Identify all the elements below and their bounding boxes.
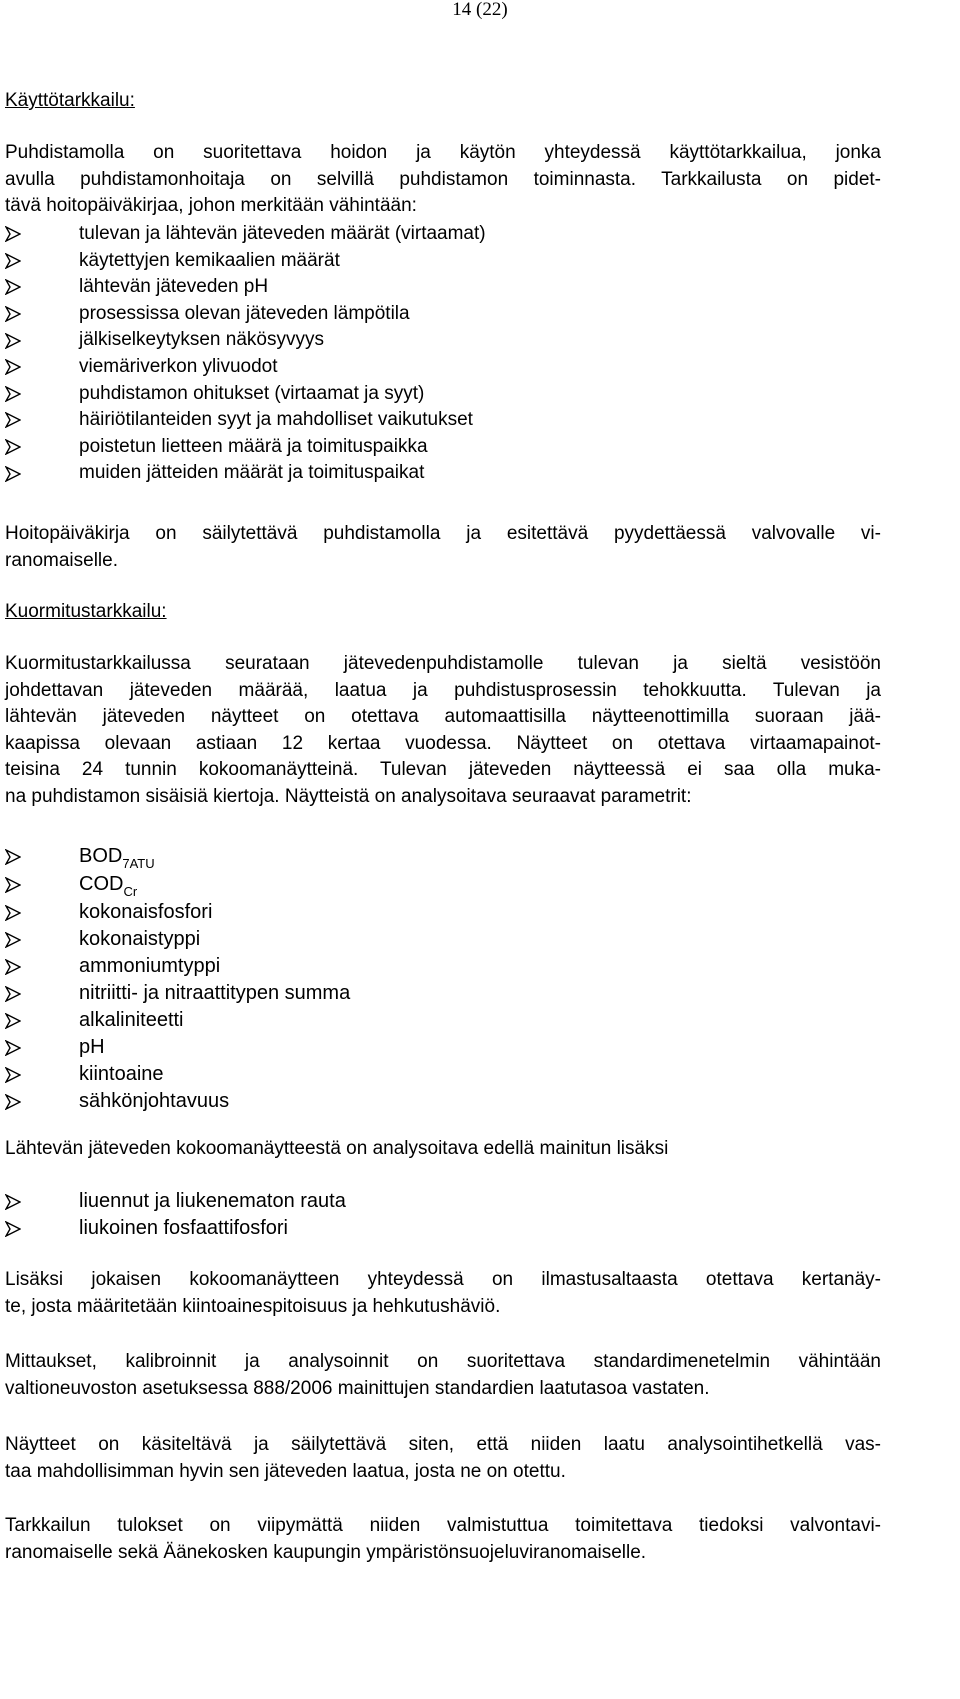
list-item-text: häiriötilanteiden syyt ja mahdolliset vaikutukset (79, 409, 473, 431)
logbook-storage-paragraph (5, 521, 881, 574)
paragraph-line: Mittaukset, kalibroinnit ja analysoinnit on suoritettava standardimenetelmin vähintään (5, 1351, 881, 1372)
list-item (5, 1061, 350, 1088)
list-item (5, 407, 486, 434)
paragraph-line: valtioneuvoston asetuksessa 888/2006 mainittujen standardien laatutasoa vastaten. (5, 1377, 710, 1399)
parameter-name: ammoniumtyppi (79, 955, 221, 977)
paragraph-line: avulla puhdistamonhoitaja on selvillä puhdistamon toiminnasta. Tarkkailusta on pidet- (5, 168, 881, 190)
arrow-bullet-icon (5, 1194, 21, 1210)
list-item-text: tulevan ja lähtevän jäteveden määrät (virtaamat) (79, 223, 486, 244)
arrow-bullet-icon (5, 1040, 21, 1056)
list-item (5, 248, 486, 275)
paragraph-line: Puhdistamolla on suoritettava hoidon ja käytön yhteydessä käyttötarkkailua, jonka (5, 142, 881, 163)
parameters-list (5, 843, 350, 1115)
list-item-text: poistetun lietteen määrä ja toimituspaikka (79, 435, 428, 457)
arrow-bullet-icon (5, 386, 21, 402)
arrow-bullet-icon (5, 412, 21, 428)
list-item (5, 327, 486, 354)
parameter-subscript: 7ATU (122, 856, 155, 871)
arrow-bullet-icon (5, 959, 21, 975)
arrow-bullet-icon (5, 439, 21, 455)
arrow-bullet-icon (5, 877, 21, 893)
paragraph-line: johdettavan jäteveden määrää, laatua ja puhdistusprosessin tehokkuutta. Tulevan ja (5, 679, 881, 701)
section-heading-kuormitustarkkailu: Kuormitustarkkailu: (5, 601, 167, 622)
paragraph-line: na puhdistamon sisäisiä kiertoja. Näytteistä on analysoitava seuraavat parametrit: (5, 785, 692, 807)
list-item (5, 460, 486, 487)
paragraph-line: kaapissa olevaan astiaan 12 kertaa vuodessa. Näytteet on otettava virtaamapainot- (5, 732, 881, 754)
paragraph-line: Kuormitustarkkailussa seurataan jätevedenpuhdistamolle tulevan ja sieltä vesistöön (5, 653, 881, 674)
arrow-bullet-icon (5, 306, 21, 322)
arrow-bullet-icon (5, 1094, 21, 1110)
page-number: 14 (22) (452, 0, 508, 20)
arrow-bullet-icon (5, 849, 21, 865)
list-item (5, 274, 486, 301)
list-item (5, 301, 486, 328)
arrow-bullet-icon (5, 466, 21, 482)
list-item (5, 1034, 350, 1061)
paragraph-line: Tarkkailun tulokset on viipymättä niiden valmistuttua toimitettava tiedoksi valvontavi- (5, 1515, 881, 1536)
section-heading-kayttotarkkailu: Käyttötarkkailu: (5, 90, 135, 111)
arrow-bullet-icon (5, 226, 21, 242)
list-item (5, 953, 350, 980)
paragraph-line: ranomaiselle. (5, 549, 118, 571)
grab-sample-paragraph (5, 1267, 881, 1320)
arrow-bullet-icon (5, 905, 21, 921)
list-item (5, 354, 486, 381)
parameter-name: COD (79, 873, 124, 895)
paragraph-line: tävä hoitopäiväkirjaa, johon merkitään vähintään: (5, 195, 417, 217)
list-item (5, 843, 350, 871)
list-item-text: jälkiselkeytyksen näkösyvyys (79, 329, 324, 351)
parameter-name: nitriitti- ja nitraattitypen summa (79, 982, 351, 1004)
paragraph-line: Hoitopäiväkirja on säilytettävä puhdistamolla ja esitettävä pyydettäessä valvovalle vi- (5, 523, 881, 544)
list-item-text: käytettyjen kemikaalien määrät (79, 249, 340, 271)
list-item (5, 1007, 350, 1034)
paragraph-line: Lisäksi jokaisen kokoomanäytteen yhteydessä on ilmastusaltaasta otettava kertanäy- (5, 1269, 881, 1290)
list-item-text: viemäriverkon ylivuodot (79, 355, 278, 377)
parameter-name: kokonaisfosfori (79, 901, 213, 923)
list-item-text: puhdistamon ohitukset (virtaamat ja syyt) (79, 382, 425, 404)
parameter-name: BOD (79, 845, 123, 867)
list-item (5, 1088, 350, 1115)
load-monitoring-paragraph (5, 651, 881, 811)
list-item (5, 381, 486, 408)
list-item (5, 980, 350, 1007)
list-item (5, 1215, 346, 1242)
arrow-bullet-icon (5, 1067, 21, 1083)
outgoing-items-list (5, 1188, 346, 1242)
parameter-name: sähkönjohtavuus (79, 1090, 230, 1112)
parameter-name: kokonaistyppi (79, 928, 201, 950)
paragraph-line: te, josta määritetään kiintoainespitoisuus ja hehkutushäviö. (5, 1295, 501, 1317)
list-item (5, 1188, 346, 1215)
arrow-bullet-icon (5, 253, 21, 269)
arrow-bullet-icon (5, 279, 21, 295)
list-item (5, 434, 486, 461)
sample-handling-paragraph (5, 1432, 881, 1485)
list-item (5, 871, 350, 899)
parameter-name: kiintoaine (79, 1063, 164, 1085)
list-item-text: lähtevän jäteveden pH (79, 276, 269, 298)
logbook-items-list (5, 221, 486, 487)
measurements-paragraph (5, 1349, 881, 1402)
outgoing-analysis-intro: Lähtevän jäteveden kokoomanäytteestä on analysoitava edellä mainitun lisäksi (5, 1138, 669, 1159)
parameter-subscript: Cr (123, 884, 138, 899)
paragraph-line: lähtevän jäteveden näytteet on otettava automaattisilla näytteenottimilla suoraan jää- (5, 706, 881, 728)
parameter-name: alkaliniteetti (79, 1009, 184, 1031)
list-item-text: muiden jätteiden määrät ja toimituspaikat (79, 462, 425, 484)
paragraph-line: ranomaiselle sekä Äänekosken kaupungin ympäristönsuojeluviranomaiselle. (5, 1541, 647, 1563)
list-item (5, 926, 350, 953)
list-item-text: prosessissa olevan jäteveden lämpötila (79, 302, 410, 324)
parameter-name: pH (79, 1036, 105, 1058)
arrow-bullet-icon (5, 1221, 21, 1237)
paragraph-line: teisina 24 tunnin kokoomanäytteinä. Tulevan jäteveden näytteessä ei saa olla muka- (5, 759, 881, 781)
list-item-text: liuennut ja liukenematon rauta (79, 1190, 346, 1212)
arrow-bullet-icon (5, 932, 21, 948)
list-item (5, 899, 350, 926)
intro-paragraph (5, 140, 881, 220)
list-item-text: liukoinen fosfaattifosfori (79, 1217, 289, 1239)
paragraph-line: taa mahdollisimman hyvin sen jäteveden laatua, josta ne on otettu. (5, 1460, 566, 1482)
arrow-bullet-icon (5, 1013, 21, 1029)
list-item (5, 221, 486, 248)
paragraph-line: Näytteet on käsiteltävä ja säilytettävä siten, että niiden laatu analysointihetkellä vas- (5, 1434, 881, 1455)
arrow-bullet-icon (5, 333, 21, 349)
results-reporting-paragraph (5, 1513, 881, 1566)
arrow-bullet-icon (5, 359, 21, 375)
arrow-bullet-icon (5, 986, 21, 1002)
